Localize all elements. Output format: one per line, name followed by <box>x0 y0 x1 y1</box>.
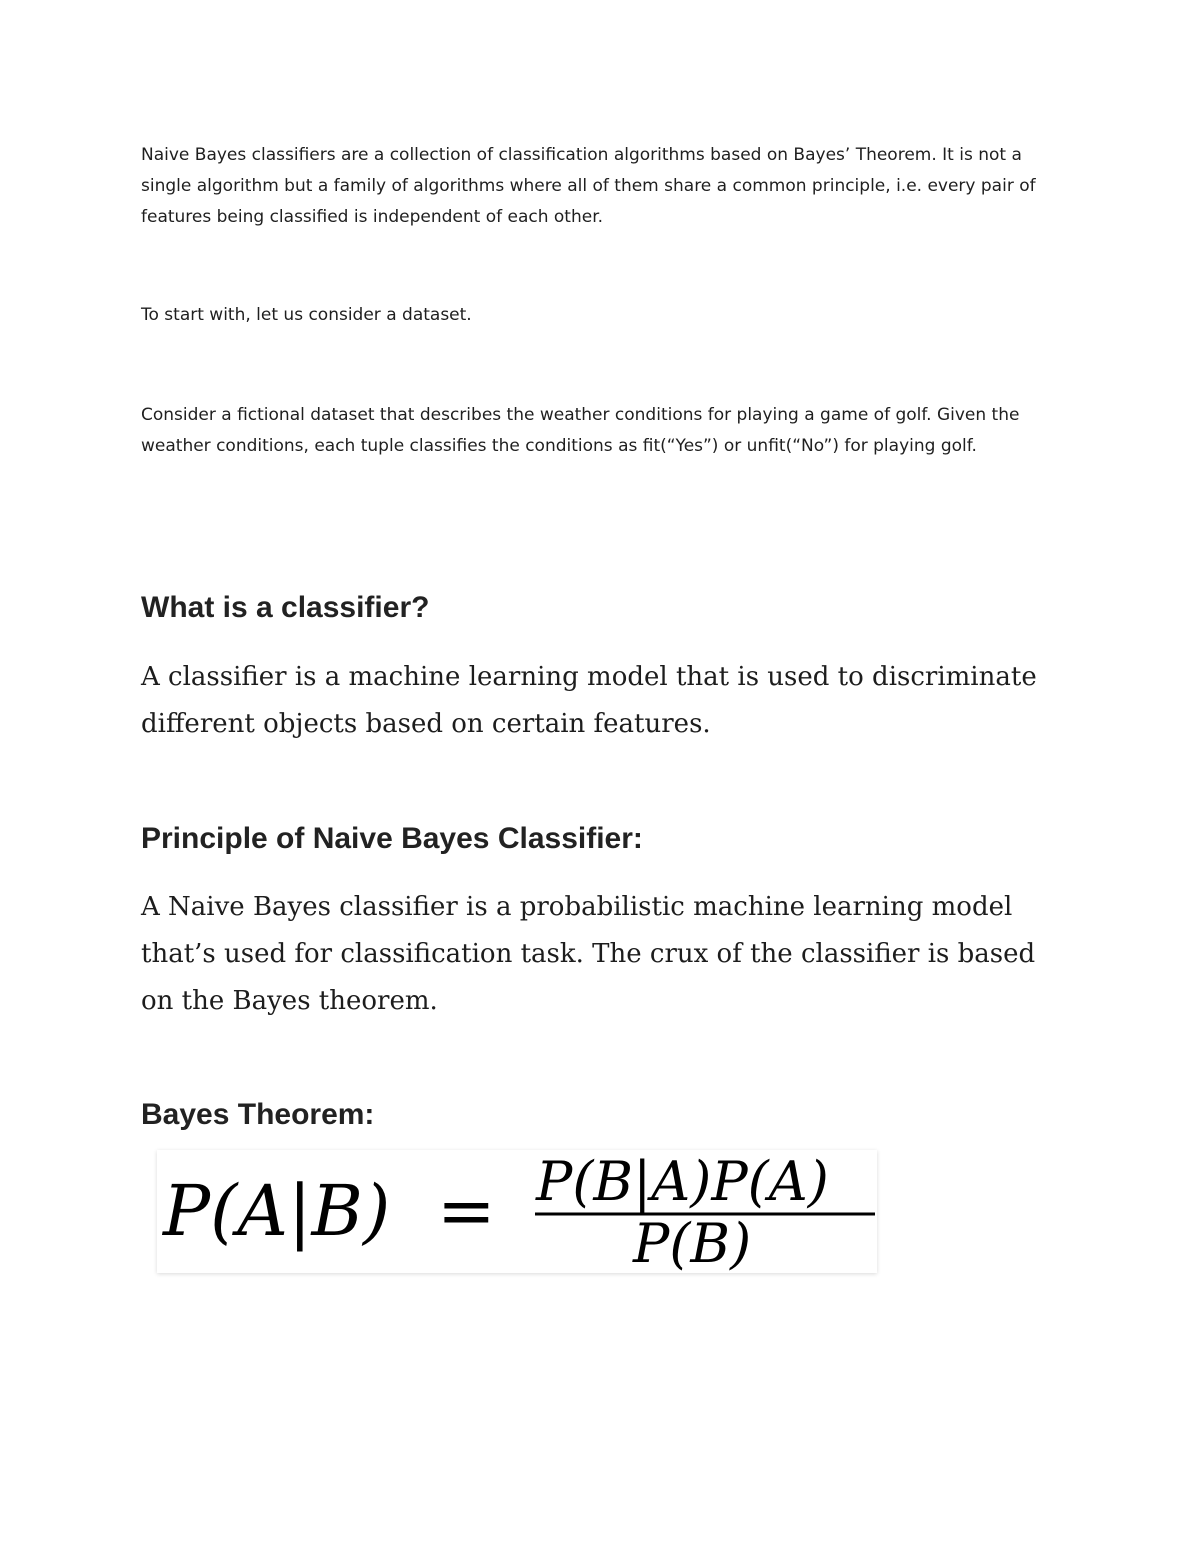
formula-numerator: P(B|A)P(A) <box>536 1150 829 1213</box>
start-paragraph: To start with, let us consider a dataset. <box>141 305 472 325</box>
classifier-definition-paragraph: A classifier is a machine learning model that is used to discriminate different objects based on certain features. <box>141 662 1037 739</box>
dataset-paragraph: Consider a fictional dataset that describes the weather conditions for playing a game of golf. Given the weather conditions, each tuple classifies the conditions as fit(“Yes”) or unfit(“No”) for playing golf. <box>141 405 1020 456</box>
bayes-formula-image <box>157 1150 877 1273</box>
heading-principle: Principle of Naive Bayes Classifier: <box>141 822 643 855</box>
formula-lhs: P(A|B) <box>163 1170 391 1252</box>
principle-paragraph: A Naive Bayes classifier is a probabilistic machine learning model that’s used for classification task. The crux of the classifier is based on the Bayes theorem. <box>141 892 1036 1016</box>
bayes-formula <box>157 1150 877 1273</box>
heading-what-is-classifier: What is a classifier? <box>141 591 430 624</box>
heading-bayes-theorem: Bayes Theorem: <box>141 1098 375 1131</box>
formula-equals: = <box>437 1170 496 1252</box>
intro-paragraph: Naive Bayes classifiers are a collection of classification algorithms based on Bayes’ Theorem. It is not a single algorithm but a family of algorithms where all of them share a common principle, i.e. every pair of features being classified is independent of each other. <box>141 145 1036 227</box>
formula-denominator: P(B) <box>633 1212 752 1273</box>
